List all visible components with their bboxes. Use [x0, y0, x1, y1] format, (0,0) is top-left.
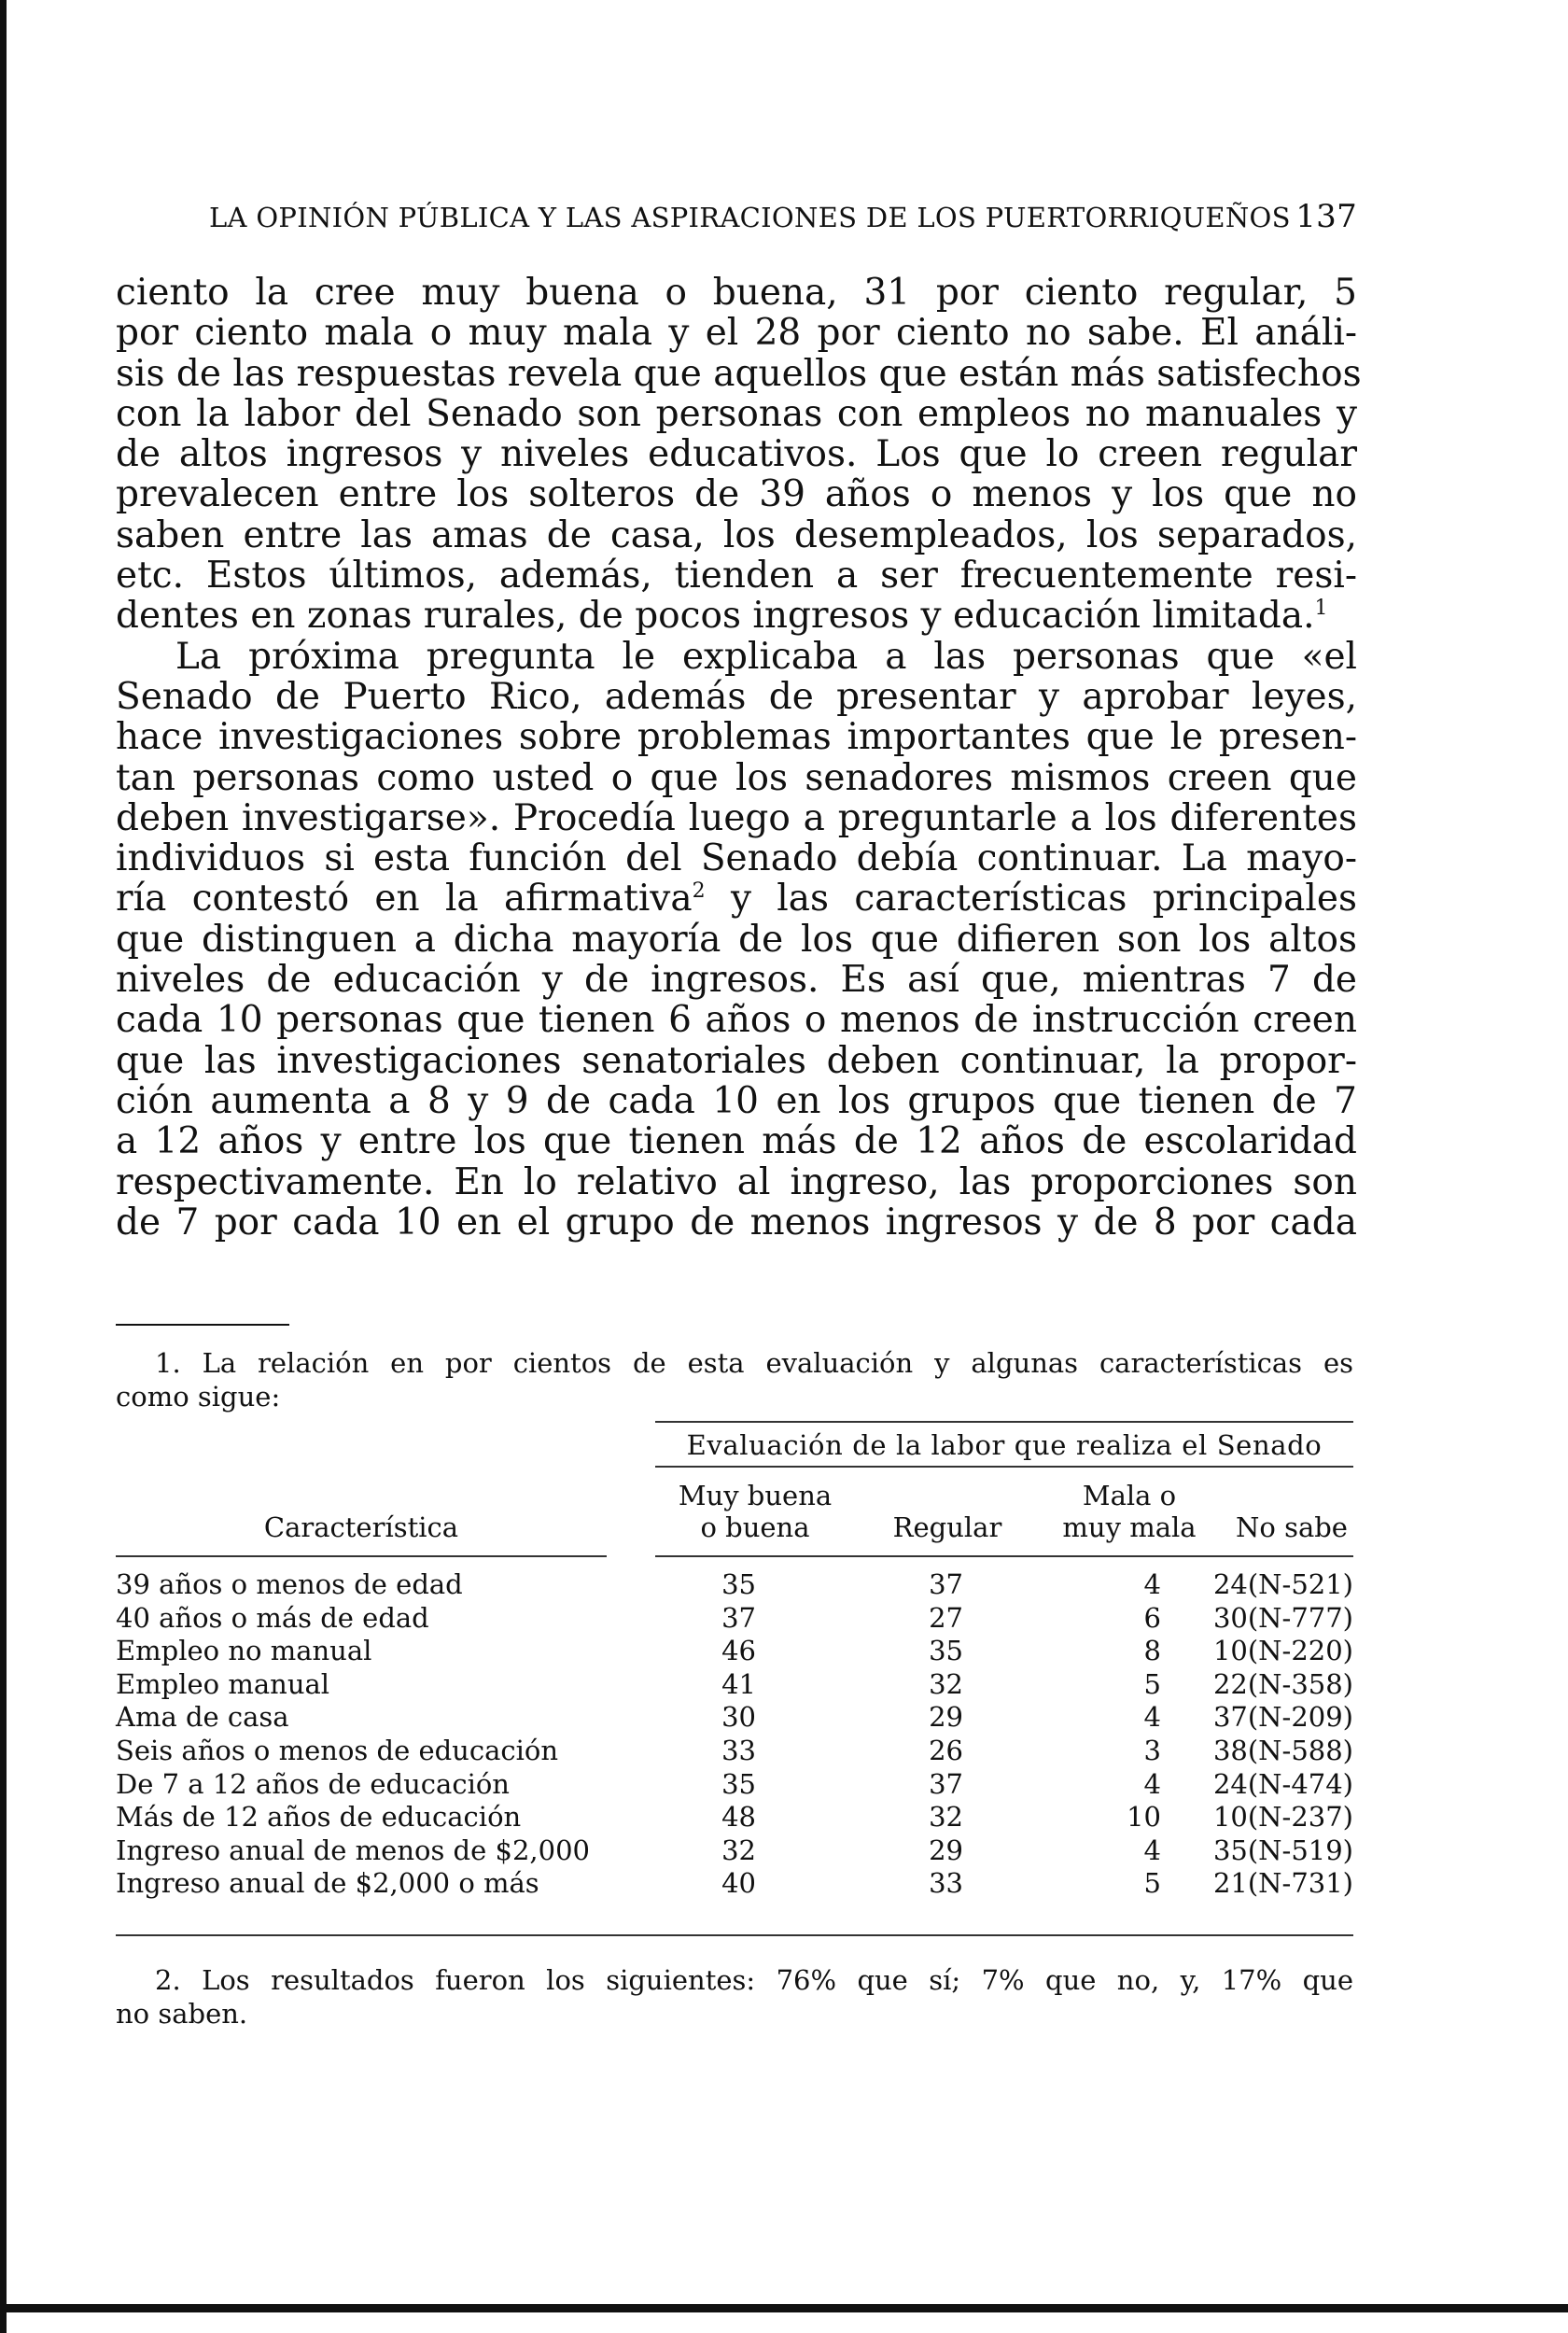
paragraph-start-line: La próxima pregunta le explicaba a las personas que «el — [175, 635, 1357, 678]
cell-caracteristica: Seis años o menos de educación — [116, 1734, 559, 1766]
col-header-regular: Regular — [892, 1511, 1002, 1543]
body-line: prevalecen entre los solteros de 39 años o menos y los que no — [116, 473, 1357, 516]
body-line-text: y las características principales — [730, 878, 1357, 921]
cell-no-sabe: 30(N-777) — [1212, 1601, 1353, 1634]
cell-mala: 5 — [1143, 1867, 1161, 1900]
table-body — [116, 1568, 1353, 1901]
footnote-ref-2: 2 — [692, 879, 706, 904]
table-row — [116, 1701, 1353, 1735]
body-line-text: ría contestó en la afirmativa — [116, 878, 693, 921]
cell-no-sabe: 37(N-209) — [1212, 1701, 1353, 1734]
cell-regular: 29 — [929, 1701, 963, 1734]
footnote-2-line: 2. Los resultados fueron los siguientes: 76% que sí; 7% que no, y, 17% que — [155, 1964, 1353, 1996]
cell-mala: 4 — [1143, 1568, 1161, 1600]
col-header-muy-mala: muy mala — [1062, 1511, 1197, 1543]
body-line: de altos ingresos y niveles educativos. Los que lo creen regular — [116, 433, 1357, 476]
cell-regular: 26 — [929, 1734, 963, 1766]
col-header-no-sabe: No sabe — [1236, 1511, 1348, 1543]
table-row — [116, 1768, 1353, 1802]
cell-no-sabe: 10(N-220) — [1212, 1635, 1353, 1667]
scan-edge-left — [0, 0, 7, 2333]
table-row — [116, 1834, 1353, 1868]
body-line-text: dentes en zonas rurales, de pocos ingresos y educación limitada. — [116, 595, 1315, 638]
body-line: de 7 por cada 10 en el grupo de menos ingresos y de 8 por cada — [116, 1201, 1357, 1244]
table-row — [116, 1602, 1353, 1636]
page-number: 137 — [1295, 198, 1357, 235]
footnote-1 — [116, 1346, 1353, 1413]
body-line: ciento la cree muy buena o buena, 31 por ciento regular, 5 — [116, 272, 1357, 314]
footnote-separator — [116, 1324, 289, 1326]
running-head — [209, 198, 1357, 235]
table-header-rule — [116, 1555, 607, 1557]
table-row — [116, 1801, 1353, 1834]
cell-muy-buena: 46 — [721, 1635, 756, 1667]
table-bottom-rule — [116, 1934, 1353, 1936]
cell-caracteristica: Ingreso anual de menos de $2,000 — [116, 1834, 590, 1866]
cell-caracteristica: De 7 a 12 años de educación — [116, 1767, 510, 1800]
body-line: etc. Estos últimos, además, tienden a ser frecuentemente resi- — [116, 555, 1357, 597]
cell-regular: 27 — [929, 1601, 963, 1634]
body-line — [116, 878, 1357, 919]
cell-mala: 10 — [1127, 1801, 1161, 1834]
table-group-header: Evaluación de la labor que realiza el Senado — [686, 1429, 1323, 1461]
cell-caracteristica: Empleo no manual — [116, 1635, 372, 1667]
body-line: a 12 años y entre los que tienen más de 12 años de escolaridad — [116, 1120, 1357, 1163]
footnote-1-line: 1. La relación en por cientos de esta evaluación y algunas características es — [155, 1347, 1353, 1379]
cell-no-sabe: 22(N-358) — [1212, 1667, 1353, 1700]
cell-mala: 4 — [1143, 1767, 1161, 1800]
body-line: respectivamente. En lo relativo al ingreso, las proporciones son — [116, 1160, 1357, 1203]
body-line: sis de las respuestas revela que aquellos que están más satisfechos — [116, 352, 1362, 395]
footnote-ref-1: 1 — [1314, 597, 1328, 621]
col-header-caracteristica: Característica — [263, 1511, 459, 1543]
cell-caracteristica: 39 años o menos de edad — [116, 1568, 463, 1600]
cell-regular: 35 — [929, 1635, 963, 1667]
table-row — [116, 1867, 1353, 1901]
cell-caracteristica: Más de 12 años de educación — [116, 1801, 522, 1834]
body-line: con la labor del Senado son personas con empleos no manuales y — [116, 392, 1357, 435]
cell-muy-buena: 41 — [721, 1667, 756, 1700]
cell-mala: 4 — [1143, 1834, 1161, 1866]
cell-regular: 29 — [929, 1834, 963, 1866]
cell-caracteristica: Ama de casa — [116, 1701, 289, 1734]
table-row — [116, 1735, 1353, 1768]
table-header-rule — [655, 1555, 1353, 1557]
cell-regular: 33 — [929, 1867, 963, 1900]
cell-caracteristica: 40 años o más de edad — [116, 1601, 429, 1634]
body-line: por ciento mala o muy mala y el 28 por ciento no sabe. El análi- — [116, 312, 1357, 355]
cell-no-sabe: 24(N-474) — [1212, 1767, 1353, 1800]
col-header-muy-buena: Muy buena — [678, 1480, 833, 1511]
cell-muy-buena: 37 — [721, 1601, 756, 1634]
cell-muy-buena: 32 — [721, 1834, 756, 1866]
cell-muy-buena: 40 — [721, 1867, 756, 1900]
col-header-o-buena: o buena — [700, 1511, 810, 1543]
body-line: cada 10 personas que tienen 6 años o menos de instrucción creen — [116, 999, 1357, 1042]
cell-no-sabe: 24(N-521) — [1212, 1568, 1353, 1600]
cell-muy-buena: 30 — [721, 1701, 756, 1734]
cell-caracteristica: Empleo manual — [116, 1667, 330, 1700]
cell-regular: 32 — [929, 1801, 963, 1834]
table-row — [116, 1668, 1353, 1702]
footnote-2 — [116, 1963, 1353, 2031]
body-line: ción aumenta a 8 y 9 de cada 10 en los grupos que tienen de 7 — [116, 1079, 1357, 1122]
table-group-rule — [655, 1466, 1353, 1468]
footnote-2-line: no saben. — [116, 1998, 248, 2030]
cell-mala: 3 — [1143, 1734, 1161, 1766]
body-line: Senado de Puerto Rico, además de presentar y aprobar leyes, — [116, 675, 1357, 718]
body-line: deben investigarse». Procedía luego a preguntarle a los diferentes — [116, 796, 1357, 839]
cell-caracteristica: Ingreso anual de $2,000 o más — [116, 1867, 539, 1900]
body-line: hace investigaciones sobre problemas importantes que le presen- — [116, 716, 1357, 759]
scan-edge-bottom — [0, 2304, 1568, 2312]
cell-mala: 5 — [1143, 1667, 1161, 1700]
cell-muy-buena: 35 — [721, 1568, 756, 1600]
cell-no-sabe: 35(N-519) — [1212, 1834, 1353, 1866]
cell-muy-buena: 35 — [721, 1767, 756, 1800]
cell-mala: 4 — [1143, 1701, 1161, 1734]
table-top-rule — [655, 1421, 1353, 1423]
body-line: que las investigaciones senatoriales deben continuar, la propor- — [116, 1039, 1357, 1082]
body-text — [116, 272, 1362, 1244]
col-header-mala: Mala o — [1082, 1480, 1177, 1511]
cell-no-sabe: 10(N-237) — [1212, 1801, 1353, 1834]
cell-muy-buena: 33 — [721, 1734, 756, 1766]
body-line: individuos si esta función del Senado debía continuar. La mayo- — [116, 837, 1357, 880]
body-line: niveles de educación y de ingresos. Es así que, mientras 7 de — [116, 959, 1357, 1002]
cell-regular: 37 — [929, 1767, 963, 1800]
body-line: tan personas como usted o que los senadores mismos creen que — [116, 756, 1357, 799]
cell-muy-buena: 48 — [721, 1801, 756, 1834]
cell-mala: 6 — [1143, 1601, 1161, 1634]
cell-regular: 32 — [929, 1667, 963, 1700]
body-line: saben entre las amas de casa, los desempleados, los separados, — [116, 513, 1357, 556]
cell-mala: 8 — [1143, 1635, 1161, 1667]
cell-no-sabe: 21(N-731) — [1212, 1867, 1353, 1900]
cell-no-sabe: 38(N-588) — [1212, 1734, 1353, 1766]
footnote-1-line: como sigue: — [116, 1381, 281, 1412]
body-line: que distinguen a dicha mayoría de los que difieren son los altos — [116, 918, 1357, 961]
evaluation-table — [116, 1415, 1353, 1938]
cell-regular: 37 — [929, 1568, 963, 1600]
running-title: LA OPINIÓN PÚBLICA Y LAS ASPIRACIONES DE LOS PUERTORRIQUEÑOS — [209, 202, 1291, 233]
table-row — [116, 1635, 1353, 1668]
table-row — [116, 1568, 1353, 1602]
body-line — [116, 596, 1357, 636]
